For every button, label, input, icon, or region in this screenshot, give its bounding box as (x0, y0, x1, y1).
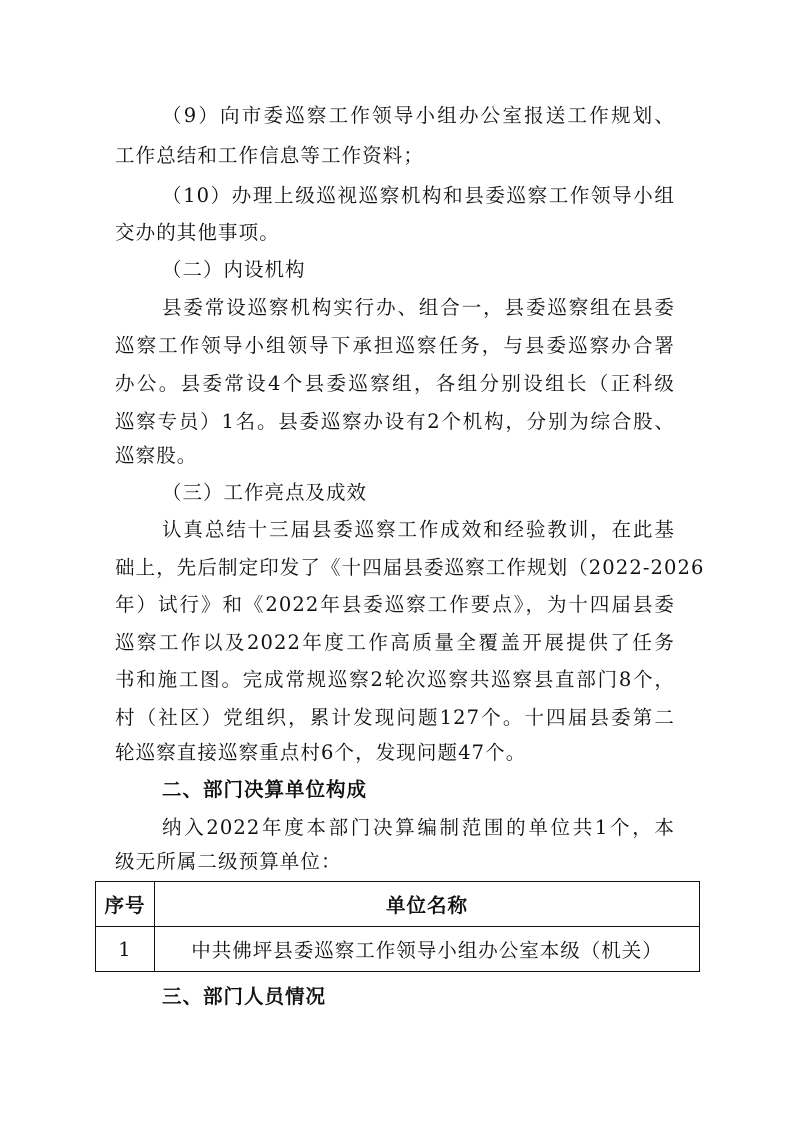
section3-body-line3: 年）试行》和《2022年县委巡察工作要点》，为十四届县委 (115, 593, 675, 616)
section-heading-3: 三、部门人员情况 (162, 985, 327, 1008)
section3-body-line1: 认真总结十三届县委巡察工作成效和经验教训，在此基 (162, 518, 675, 541)
section3-title: （三）工作亮点及成效 (162, 481, 368, 504)
section2-title: （二）内设机构 (162, 258, 306, 281)
section3-body-line2: 础上，先后制定印发了《十四届县委巡察工作规划（2022-2026 (115, 556, 705, 579)
item10-line2: 交办的其他事项。 (115, 221, 280, 244)
section2-body-line2: 巡察工作领导小组领导下承担巡察任务，与县委巡察办合署 (115, 334, 675, 357)
cell-unit-name: 中共佛坪县委巡察工作领导小组办公室本级（机关） (155, 927, 700, 972)
item9-line1: （9）向市委巡察工作领导小组办公室报送工作规划、 (162, 104, 675, 127)
section2-body-line4: 巡察专员）1名。县委巡察办设有2个机构，分别为综合股、 (115, 410, 675, 433)
section3-body-line7: 轮巡察直接巡察重点村6个，发现问题47个。 (115, 741, 527, 764)
section2-body-line5: 巡察股。 (115, 444, 198, 467)
item9-line2: 工作总结和工作信息等工作资料； (115, 144, 425, 167)
section-heading-2: 二、部门决算单位构成 (162, 778, 368, 801)
section2-body-line3: 办公。县委常设4个县委巡察组，各组分别设组长（正科级 (115, 372, 675, 395)
section2-body-line1: 县委常设巡察机构实行办、组合一，县委巡察组在县委 (162, 296, 675, 319)
unit-table (95, 881, 700, 972)
section3-body-line6: 村（社区）党组织，累计发现问题127个。十四届县委第二 (115, 706, 675, 729)
section3-body-line4: 巡察工作以及2022年度工作高质量全覆盖开展提供了任务 (115, 631, 675, 654)
heading2-body-line2: 级无所属二级预算单位： (115, 850, 342, 873)
item10-line1: （10）办理上级巡视巡察机构和县委巡察工作领导小组 (162, 184, 675, 207)
header-unit-name: 单位名称 (155, 882, 700, 927)
heading2-body-line1: 纳入2022年度本部门决算编制范围的单位共1个，本 (162, 816, 675, 839)
table-row (96, 927, 700, 972)
header-serial-no: 序号 (96, 882, 155, 927)
table-header-row (96, 882, 700, 927)
section3-body-line5: 书和施工图。完成常规巡察2轮次巡察共巡察县直部门8个， (115, 668, 675, 691)
cell-serial-no: 1 (96, 927, 155, 972)
